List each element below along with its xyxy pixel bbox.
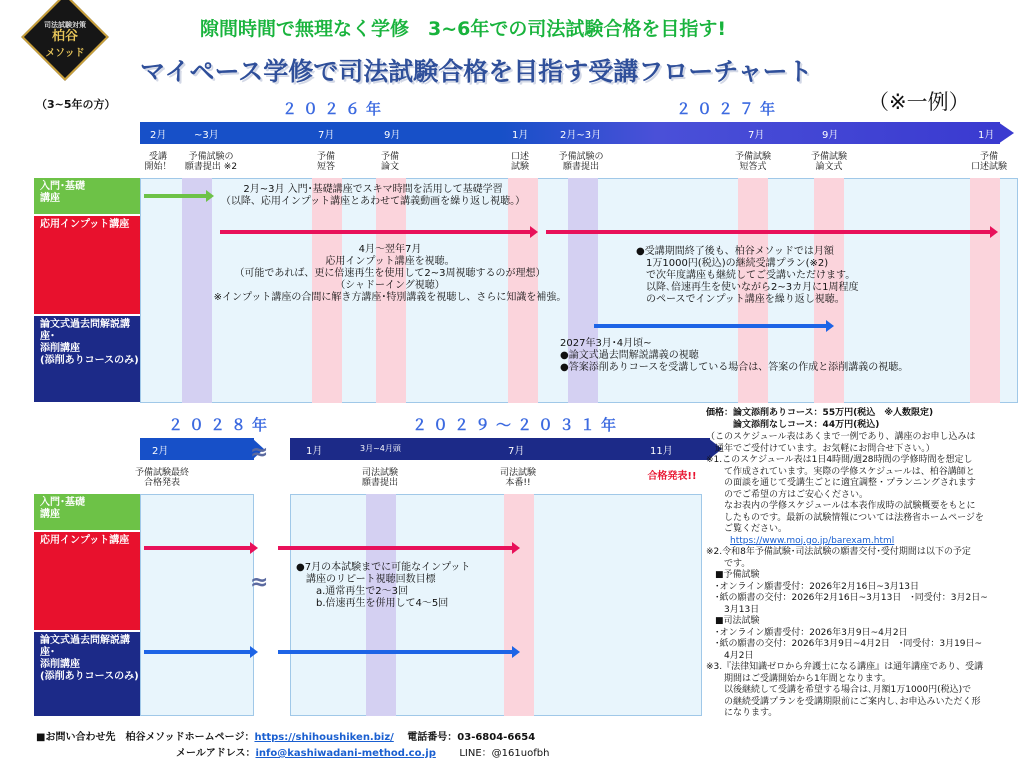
example-note: （※一例） — [868, 90, 970, 114]
note-repeat-goal: ●7月の本試験までに可能なインプット 講座のリピート視聴回数目標 a.通常再生で2～3回 b.倍速再生を併用して4～5回 — [296, 562, 471, 609]
schedule-grid-2028 — [140, 494, 254, 716]
row-label-ronbun: 論文式過去問解説講 座･ 添削講座 (添削ありコースのみ) — [34, 316, 140, 402]
event-label: 予備試験 論文式 — [810, 152, 847, 172]
mail-link[interactable]: info@kashiwadani-method.co.jp — [255, 748, 436, 759]
event-label: 司法試験 願書提出 — [361, 468, 398, 488]
month: 2月 — [150, 130, 167, 141]
month: ~3月 — [194, 130, 219, 141]
event-label: 予備試験の 願書提出 — [558, 152, 604, 172]
event-label: 予備試験の 願書提出 ※2 — [184, 152, 238, 172]
footer-mail: メールアドレス：info@kashiwadani-method.co.jp LINE：@161uofbh — [176, 748, 550, 759]
row-label-applied: 応用インプット講座 — [34, 532, 140, 630]
arrow-applied — [144, 546, 252, 550]
right-notes: （このスケジュール表はあくまで一例であり、講座のお申し込みは 通年でご受付けています。お気軽にお問合せ下さい。） ※1.このスケジュール表は1日4時間/週28時間の学修時間を想定し て作成されています。実際の学修スケジュールは、柏谷講師と の面談を通じて受講生ごとに適宜調整・プランニングされます のでご希望の方はご安心ください。 なお表内の学修スケジュールは本表作成時の試験概要をもとに したものです。最新の試験情報については法務省ホームページを ご覧ください。 https://www.moj.go.jp/barexam.html ※2.令和8年予備試験･司法試験の願書交付･受付期間は以下の予定 です。 ■予備試験 ･オンライン願書受付：2026年2月16日~3月13日 ･紙の願書の交付：2026年2月16日~3月13日 ･同受付：3月2日~ 3月13日 ■司法試験 ･オンライン願書受付：2026年3月9日~4月2日 ･紙の願書の交付：2026年3月9日~4月2日 ･同受付：3月19日~ 4月2日 ※3.『法律知識ゼロから弁護士になる講座』は通年講座であり、受講 期間はご受講開始から1年間となります。 以後継続して受講を希望する場合は､月額1万1000円(税込)で の継続受講プランを受講期限前にご案内し､お申込みいただく形 になります。 — [706, 432, 1018, 720]
row-label-basic: 入門･基礎 講座 — [34, 178, 140, 214]
arrow-applied — [278, 546, 514, 550]
arrow-ronbun — [594, 324, 828, 328]
column-highlight — [504, 494, 534, 716]
row-label-ronbun: 論文式過去問解説講 座･ 添削講座 (添削ありコースのみ) — [34, 632, 140, 716]
headline: 隙間時間で無理なく学修 3~6年での司法試験合格を目指す! — [200, 18, 727, 40]
month: 9月 — [384, 130, 401, 141]
note-basic: 2月~3月 入門･基礎講座でスキマ時間を活用して基礎学習 （以降、応用インプット講座とあわせて講義動画を繰り返し視聴。） — [220, 184, 526, 207]
homepage-link[interactable]: https://shihoushiken.biz/ — [254, 732, 394, 743]
row-label-applied: 応用インプット講座 — [34, 216, 140, 314]
month: 7月 — [508, 446, 525, 457]
year-2029-2031: ２０２９～２０３１年 — [412, 416, 623, 434]
month: 2月~3月 — [560, 130, 602, 141]
event-label: 口述 試験 — [510, 152, 529, 172]
event-label: 予備 論文 — [380, 152, 399, 172]
month: 1月 — [512, 130, 529, 141]
month: 9月 — [822, 130, 839, 141]
month: 3月~4月頭 — [360, 444, 401, 453]
event-label: 予備 口述試験 — [970, 152, 1007, 172]
event-label: 受講 開始！ — [144, 152, 172, 172]
month: 1月 — [306, 446, 323, 457]
month: 1月 — [978, 130, 995, 141]
arrow-applied-cont — [546, 230, 992, 234]
year-2027: ２０２７年 — [676, 100, 782, 118]
target-audience: （3~5年の方） — [36, 98, 116, 111]
row-label-basic: 入門･基礎 講座 — [34, 494, 140, 530]
month: 7月 — [318, 130, 335, 141]
logo: 司法試験対策 柏谷 メソッド — [44, 21, 86, 59]
wave-separator: ≈ — [250, 570, 269, 595]
note-applied: 4月～翌年7月 応用インプット講座を視聴。 （可能であれば、更に倍速再生を使用して2~3周視聴するのが理想） （シャドーイング視聴） ※インプット講座の合間に解き方講座･特別講義を視聴し、さらに知識を補強。 — [213, 244, 567, 303]
note-after: ●受講期間終了後も、柏谷メソッドでは月額 1万1000円(税込)の継続受講プラン(※2) で次年度講座も継続してご受講いただけます。 以降､倍速再生を使いながら2~3カ月に1周程度 のペースでインプット講座を繰り返し視聴。 — [636, 246, 859, 305]
arrow-ronbun — [278, 650, 514, 654]
year-2026: ２０２６年 — [282, 100, 388, 118]
arrow-basic — [144, 194, 208, 198]
arrow-applied — [220, 230, 532, 234]
timeline-top-arrowhead — [998, 122, 1014, 144]
price: 価格：論文添削ありコース：55万円(税込 ※人数限定) 論文添削なしコース：44万円(税込) — [706, 408, 934, 430]
footer-contact: ■お問い合わせ先 柏谷メソッドホームページ：https://shihoushiken.biz/ 電話番号：03-6804-6654 — [36, 732, 536, 743]
month: 11月 — [650, 446, 673, 457]
page-title: マイペース学修で司法試験合格を目指す受講フローチャート — [140, 57, 813, 86]
month: 2月 — [152, 446, 169, 457]
event-label: 予備 短答 — [316, 152, 335, 172]
event-label: 司法試験 本番!! — [499, 468, 536, 488]
arrow-ronbun — [144, 650, 252, 654]
moj-link[interactable]: https://www.moj.go.jp/barexam.html — [730, 535, 895, 546]
event-label: 予備試験最終 合格発表 — [134, 468, 189, 488]
year-2028: ２０２８年 — [168, 416, 274, 434]
column-highlight — [970, 178, 1000, 403]
month: 7月 — [748, 130, 765, 141]
timeline-bottom — [290, 438, 710, 460]
wave-separator: ≈ — [250, 440, 269, 465]
event-label: 予備試験 短答式 — [734, 152, 771, 172]
pass-announcement: 合格発表!! — [647, 471, 697, 482]
note-ronbun: 2027年3月･4月頃~ ●論文式過去問解説講義の視聴 ●答案添削ありコースを受講している場合は、答案の作成と添削講義の視聴。 — [560, 338, 909, 373]
